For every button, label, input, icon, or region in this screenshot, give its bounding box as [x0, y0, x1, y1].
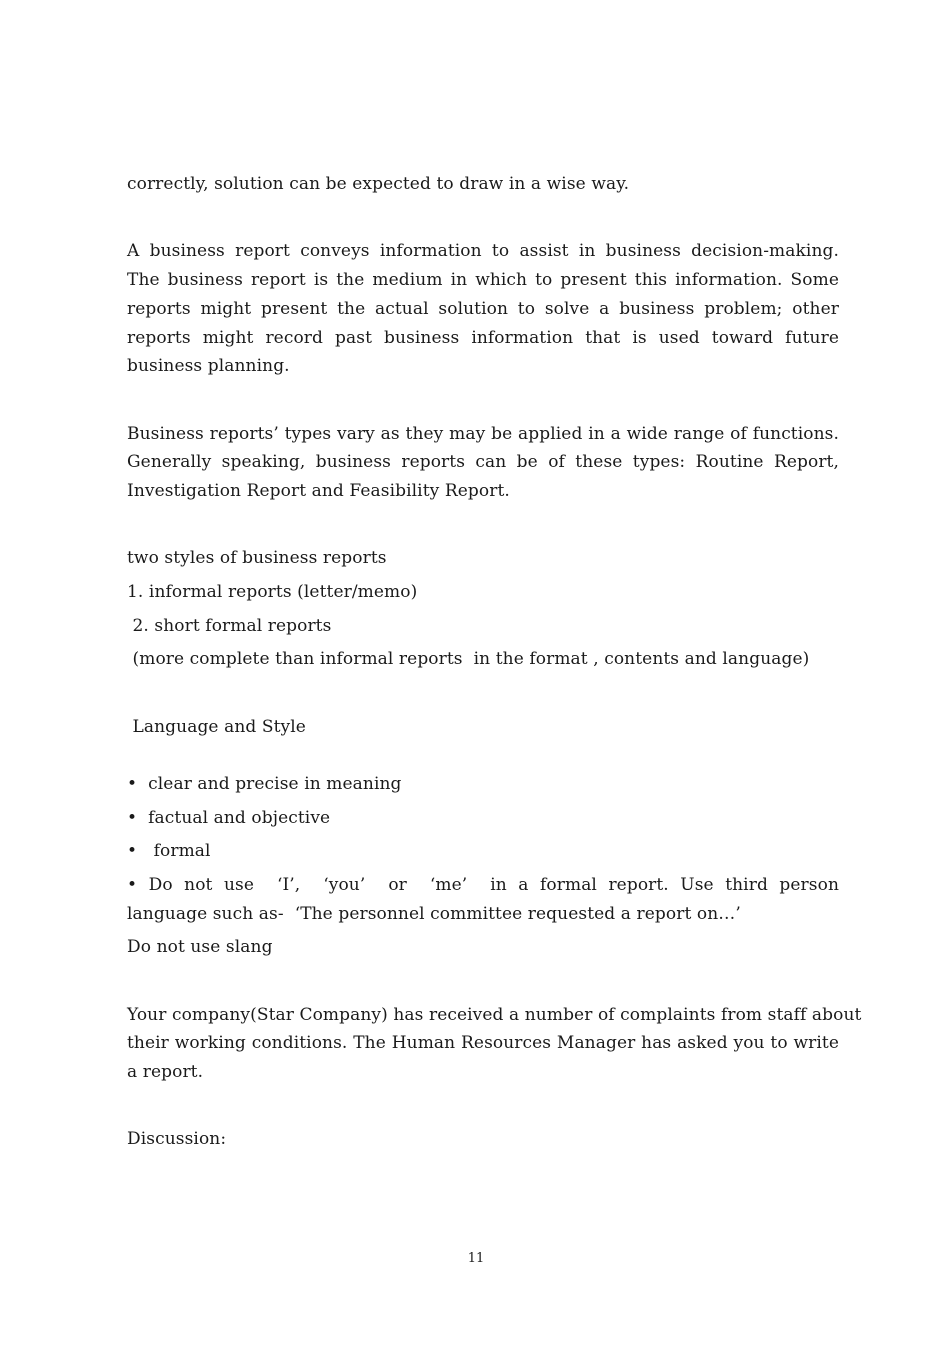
section-heading: Language and Style [127, 717, 306, 737]
text-line: Investigation Report and Feasibility Report. [127, 481, 510, 501]
page-number: 11 [467, 1251, 485, 1266]
list-item: 1. informal reports (letter/memo) [127, 582, 418, 602]
text-line: reports might record past business information that is used toward future [127, 328, 839, 348]
text-line: A business report conveys information to assist in business decision-making. [127, 241, 839, 261]
text-line: reports might present the actual solution to solve a business problem; other [127, 299, 839, 319]
text-line: (more complete than informal reports in the format , contents and language) [127, 649, 810, 669]
list-item: 2. short formal reports [127, 616, 332, 636]
text-line: The business report is the medium in which to present this information. Some [127, 270, 839, 290]
bullet-item: • formal [127, 841, 211, 861]
text-line: Your company(Star Company) has received a number of complaints from staff about [127, 1005, 862, 1025]
bullet-item: • factual and objective [127, 808, 331, 828]
text-line: business planning. [127, 356, 290, 376]
text-line: correctly, solution can be expected to draw in a wise way. [127, 174, 630, 194]
text-line: Business reports’ types vary as they may be applied in a wide range of functions. [127, 424, 839, 444]
text-line: Do not use slang [127, 937, 273, 957]
text-line: their working conditions. The Human Resources Manager has asked you to write [127, 1033, 839, 1053]
bullet-item: • Do not use ‘I’, ‘you’ or ‘me’ in a formal report. Use third person [127, 875, 839, 895]
text-line: a report. [127, 1062, 204, 1082]
text-line: two styles of business reports [127, 548, 387, 568]
bullet-item: • clear and precise in meaning [127, 774, 402, 794]
text-line: language such as- ‘The personnel committee requested a report on…’ [127, 904, 741, 924]
text-line: Discussion: [127, 1129, 227, 1149]
text-line: Generally speaking, business reports can be of these types: Routine Report, [127, 452, 839, 472]
